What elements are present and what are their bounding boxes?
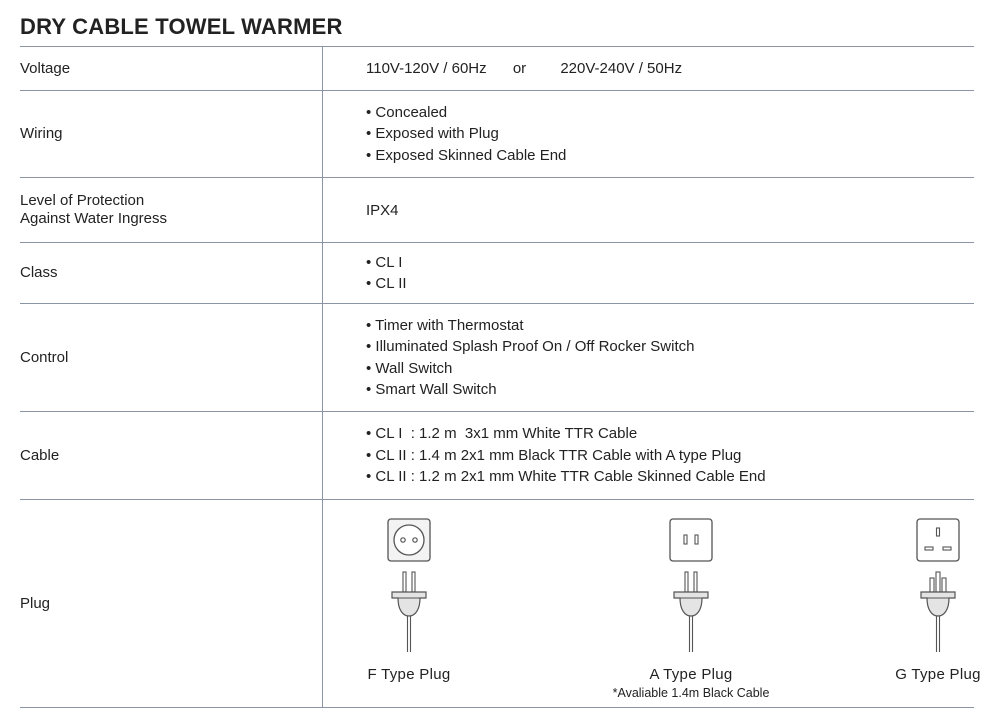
plug-a-type: [591, 518, 791, 700]
spec-row-class: [20, 242, 974, 303]
protection-value: [366, 178, 974, 242]
class-list: [366, 243, 974, 303]
row-label-control: Control: [20, 304, 323, 411]
voltage-option-b: 220V-240V / 50Hz: [560, 60, 683, 77]
spec-row-protection: [20, 177, 974, 242]
plug-name: A Type Plug: [649, 666, 733, 683]
list-item: • CL II: [366, 273, 974, 295]
list-item: • Concealed: [366, 102, 974, 124]
list-item: • Illuminated Splash Proof On / Off Rocker Switch: [366, 336, 974, 358]
list-item: • CL I: [366, 252, 974, 274]
list-item: • CL II : 1.2 m 2x1 mm White TTR Cable Skinned Cable End: [366, 466, 974, 488]
row-label-wiring: Wiring: [20, 91, 323, 177]
g-type-socket-icon: [908, 518, 968, 658]
protection-label-line1: Level of Protection: [20, 192, 145, 209]
list-item: • CL II : 1.4 m 2x1 mm Black TTR Cable with A type Plug: [366, 445, 974, 467]
list-item: • Timer with Thermostat: [366, 315, 974, 337]
list-item: • Exposed with Plug: [366, 123, 974, 145]
wiring-list: [366, 91, 974, 177]
row-label-class: Class: [20, 243, 323, 303]
row-label-cable: Cable: [20, 412, 323, 499]
plug-g-type: [838, 518, 986, 683]
list-item: • Wall Switch: [366, 358, 974, 380]
control-list: [366, 304, 974, 411]
spec-row-voltage: [20, 46, 974, 90]
spec-row-wiring: [20, 90, 974, 177]
spec-row-control: [20, 303, 974, 411]
page-title: DRY CABLE TOWEL WARMER: [20, 14, 343, 39]
plug-note: *Avaliable 1.4m Black Cable: [612, 686, 770, 700]
row-label-voltage: Voltage: [20, 47, 323, 90]
list-item: • Exposed Skinned Cable End: [366, 145, 974, 167]
plug-name: G Type Plug: [895, 666, 981, 683]
row-label-protection: [20, 178, 323, 242]
protection-label-line2: Against Water Ingress: [20, 210, 168, 227]
list-item: • Smart Wall Switch: [366, 379, 974, 401]
plug-f-type: [309, 518, 509, 683]
voltage-value: [366, 47, 974, 90]
f-type-socket-icon: [379, 518, 439, 658]
row-label-plug: Plug: [20, 500, 323, 707]
voltage-or: or: [512, 60, 527, 77]
voltage-option-a: 110V-120V / 60Hz: [366, 60, 487, 77]
ip-rating: IPX4: [366, 201, 399, 219]
spec-table: [20, 46, 981, 708]
spec-row-plug: [20, 499, 981, 708]
plug-types: [323, 500, 981, 707]
spec-row-cable: [20, 411, 974, 499]
plug-name: F Type Plug: [367, 666, 451, 683]
list-item: • CL I : 1.2 m 3x1 mm White TTR Cable: [366, 423, 974, 445]
cable-list: [366, 412, 974, 499]
a-type-socket-icon: [661, 518, 721, 658]
